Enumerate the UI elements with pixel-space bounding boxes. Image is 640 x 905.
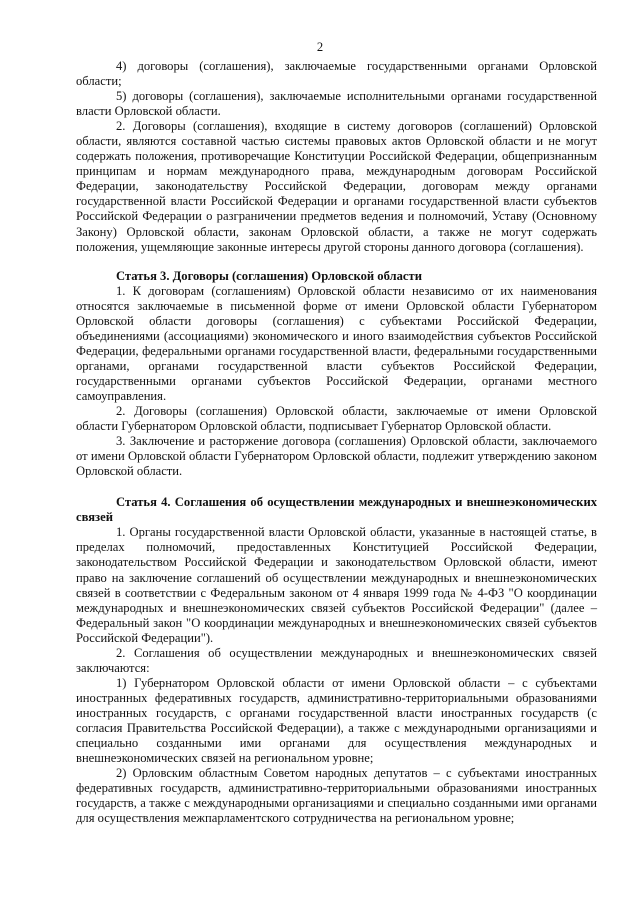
paragraph: 3. Заключение и расторжение договора (соглашения) Орловской области, заключаемого от имени Орловской области Губернатором Орловской области, подлежит утверждению законом Орловской области.	[76, 434, 597, 479]
paragraph: 2. Договоры (соглашения) Орловской области, заключаемые от имени Орловской области Губернатором Орловской области, подписывает Губернатор Орловской области.	[76, 404, 597, 434]
paragraph: 5) договоры (соглашения), заключаемые исполнительными органами государственной власти Орловской области.	[76, 89, 597, 119]
paragraph: 2. Договоры (соглашения), входящие в систему договоров (соглашений) Орловской области, являются составной частью системы правовых актов Орловской области и не могут содержать положения, противоречащие Конституции Российской Федерации, общепризнанным принципам и нормам международного права, международным договорам Российской Федерации, законодательству Российской Федерации, договорам между органами государственной власти Российской Федерации и органами государственной власти субъектов Российской Федерации о разграничении предметов ведения и полномочий, Уставу (Основному Закону) Орловской области, законам Орловской области, а также не могут содержать положения, ущемляющие законные интересы другой стороны данного договора (соглашения).	[76, 119, 597, 254]
paragraph: 4) договоры (соглашения), заключаемые государственными органами Орловской области;	[76, 59, 597, 89]
paragraph: 1. Органы государственной власти Орловской области, указанные в настоящей статье, в пределах полномочий, предоставленных Конституцией Российской Федерации, законодательством Российской Федерации и законодательством Орловской области, имеют право на заключение соглашений об осуществлении международных и внешнеэкономических связей в соответствии с Федеральным законом от 4 января 1999 года № 4-ФЗ "О координации международных и внешнеэкономических связей субъектов Российской Федерации" (далее – Федеральный закон "О координации международных и внешнеэкономических связей субъектов Российской Федерации").	[76, 525, 597, 645]
paragraph: 1. К договорам (соглашениям) Орловской области независимо от их наименования относятся заключаемые в письменной форме от имени Орловской области Губернатором Орловской области договоры (соглашения) с субъектами Российской Федерации, объединениями (ассоциациями) экономического и иного взаимодействия субъектов Российской Федерации, федеральными органами государственной власти, федеральными государственными органами, органами государственной власти субъектов Российской Федерации, государственными органами субъектов Российской Федерации, органами местного самоуправления.	[76, 283, 597, 403]
document-body	[76, 59, 597, 826]
paragraph: 2) Орловским областным Советом народных депутатов – с субъектами иностранных федеративных государств, административно-территориальными образованиями иностранных государств, а также с международными организациями и специально созданными ими органами для осуществления межпарламентского сотрудничества на региональном уровне;	[76, 766, 597, 826]
article-3-heading: Статья 3. Договоры (соглашения) Орловской области	[116, 268, 422, 283]
article-4-heading: Статья 4. Соглашения об осуществлении международных и внешнеэкономических связей	[76, 495, 597, 525]
paragraph: 2. Соглашения об осуществлении международных и внешнеэкономических связей заключаются:	[76, 645, 597, 675]
paragraph: 1) Губернатором Орловской области от имени Орловской области – с субъектами иностранных федеративных государств, административно-территориальными образованиями иностранных государств, с органами государственной власти иностранных государств (с согласия Правительства Российской Федерации), а также с международными организациями и специально созданными ими органами для осуществления международных и внешнеэкономических связей на региональном уровне;	[76, 675, 597, 766]
page-number: 2	[316, 40, 324, 54]
